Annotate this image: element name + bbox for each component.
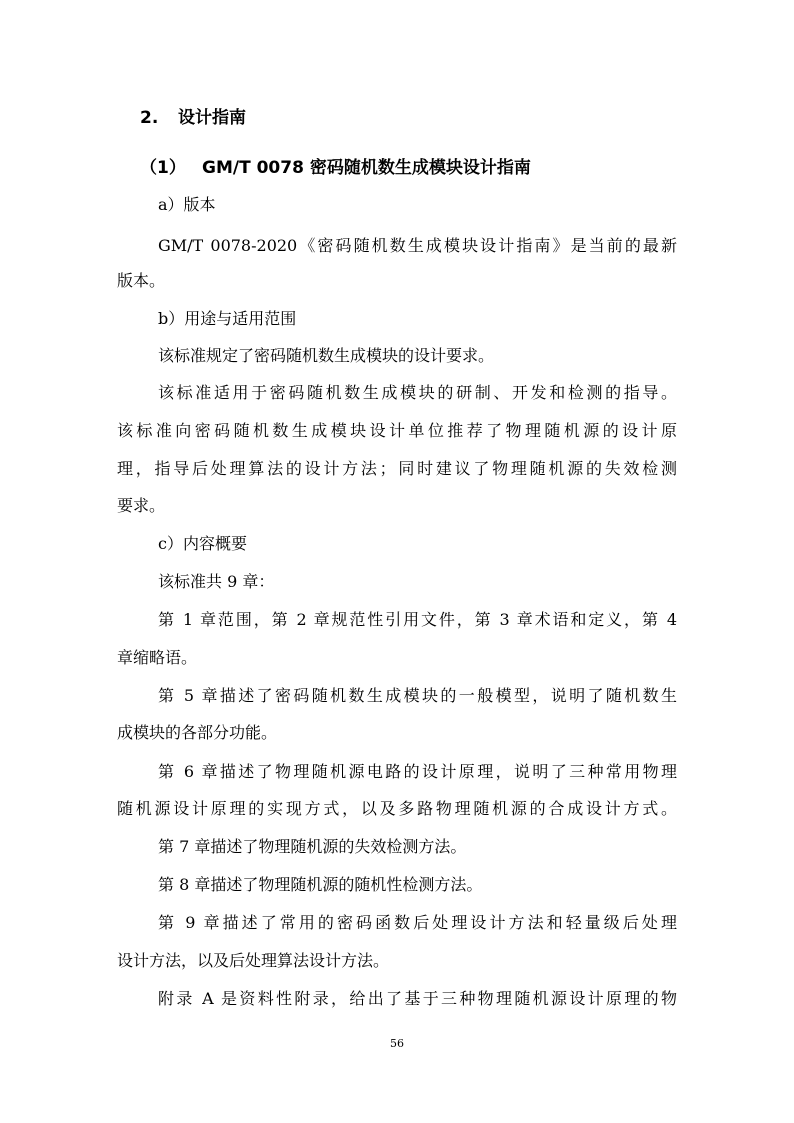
paragraph-line: 章缩略语。 <box>117 648 198 667</box>
subsection-number: （1） <box>140 158 186 178</box>
paragraph-line: GM/T 0078-2020《密码随机数生成模块设计指南》是当前的最新 <box>158 236 677 255</box>
paragraph-line: 第 1 章范围，第 2 章规范性引用文件，第 3 章术语和定义，第 4 <box>158 610 677 629</box>
section-title: 设计指南 <box>178 108 246 128</box>
paragraph-line: 第 8 章描述了物理随机源的随机性检测方法。 <box>158 875 483 894</box>
subsection-heading <box>140 153 531 178</box>
item-b-title: b）用途与适用范围 <box>158 309 297 328</box>
paragraph-line: 该标准向密码随机数生成模块设计单位推荐了物理随机源的设计原 <box>117 421 677 440</box>
item-c-title: c）内容概要 <box>158 534 247 553</box>
paragraph-line: 要求。 <box>117 496 166 515</box>
paragraph-line: 版本。 <box>117 271 166 290</box>
paragraph-line: 第 7 章描述了物理随机源的失效检测方法。 <box>158 837 467 856</box>
paragraph-line: 该标准规定了密码随机数生成模块的设计要求。 <box>158 346 495 365</box>
section-number: 2. <box>140 108 159 128</box>
paragraph-line: 第 9 章描述了常用的密码函数后处理设计方法和轻量级后处理 <box>158 913 677 932</box>
paragraph-line: 理，指导后处理算法的设计方法；同时建议了物理随机源的失效检测 <box>117 459 677 478</box>
paragraph-line: 第 5 章描述了密码随机数生成模块的一般模型，说明了随机数生 <box>158 686 677 705</box>
paragraph-line: 附录 A 是资料性附录，给出了基于三种物理随机源设计原理的物 <box>158 989 677 1008</box>
paragraph-line: 随机源设计原理的实现方式，以及多路物理随机源的合成设计方式。 <box>117 799 677 818</box>
paragraph-line: 成模块的各部分功能。 <box>117 723 278 742</box>
paragraph-line: 设计方法，以及后处理算法设计方法。 <box>117 951 390 970</box>
paragraph-line: 第 6 章描述了物理随机源电路的设计原理，说明了三种常用物理 <box>158 762 677 781</box>
section-heading <box>140 103 246 128</box>
page-number: 56 <box>390 1037 404 1050</box>
paragraph-line: 该标准适用于密码随机数生成模块的研制、开发和检测的指导。 <box>158 383 677 402</box>
item-a-title: a）版本 <box>158 195 216 214</box>
paragraph-line: 该标准共 9 章： <box>158 572 275 591</box>
subsection-title: GM/T 0078 密码随机数生成模块设计指南 <box>202 158 531 178</box>
